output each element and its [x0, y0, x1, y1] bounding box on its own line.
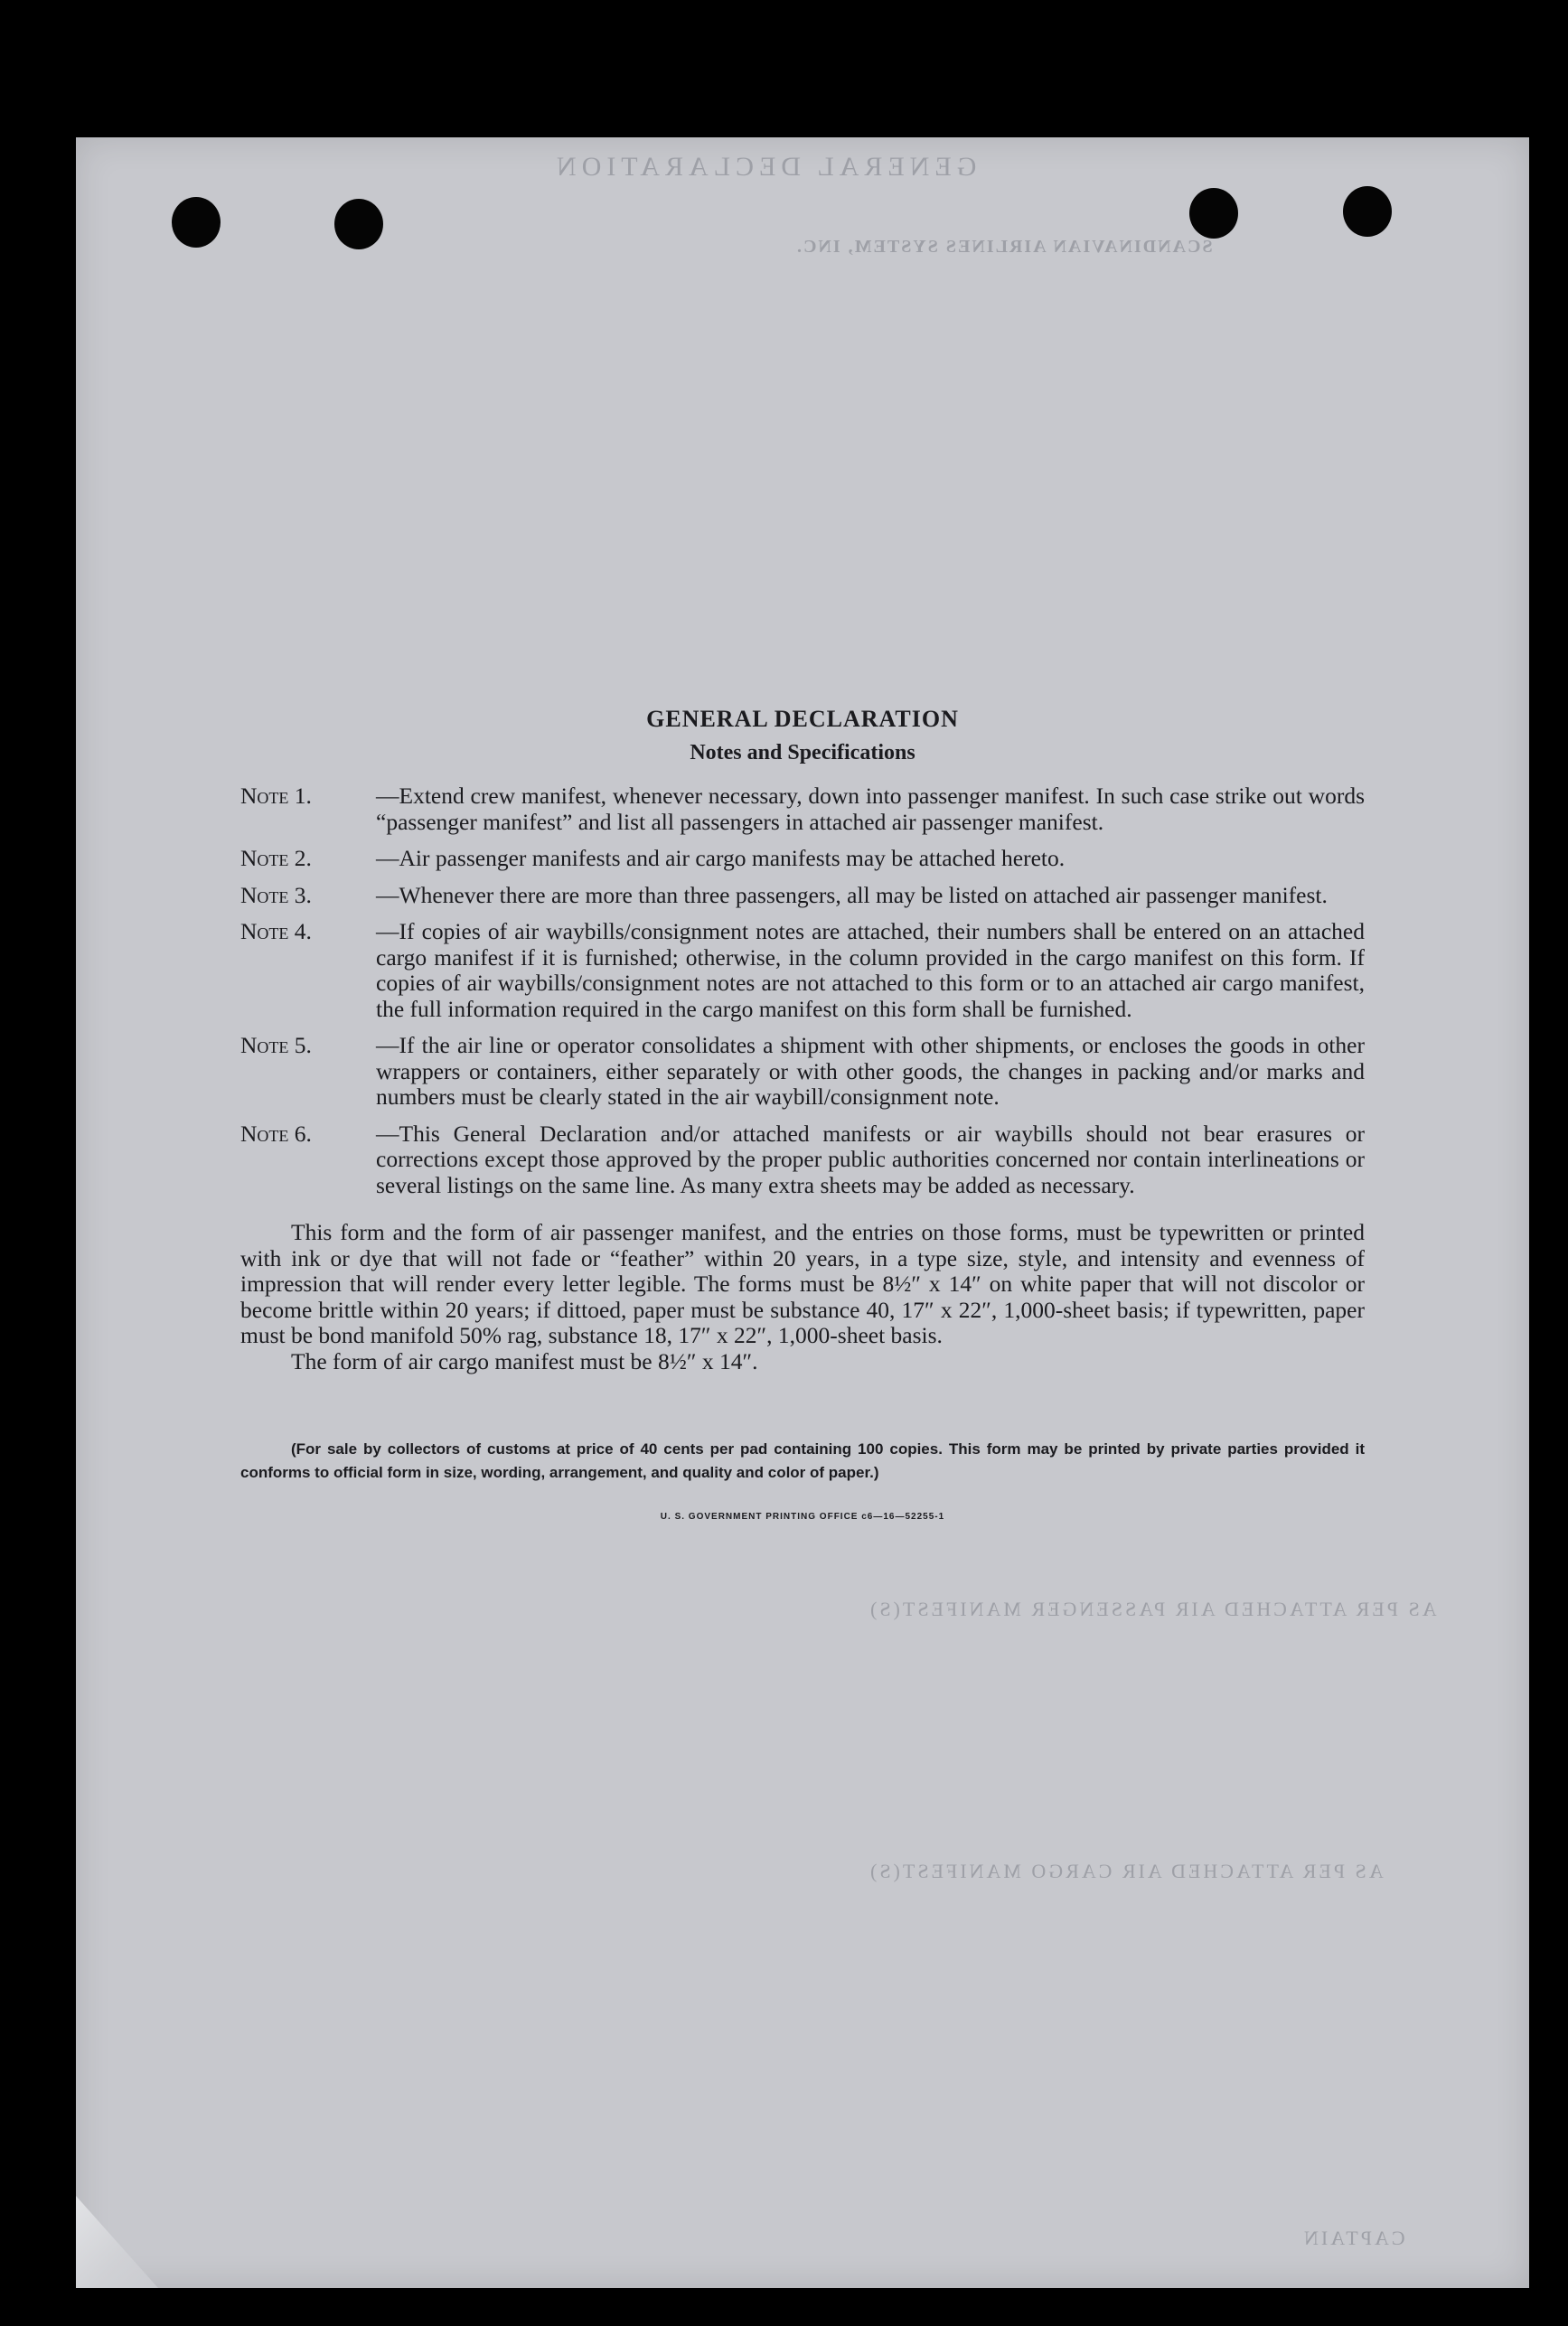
note-5 [240, 1033, 1365, 1111]
note-label: Note 3. [240, 881, 312, 908]
notes-section [240, 707, 1365, 1531]
cargo-manifest-size-paragraph: The form of air cargo manifest must be 8½″ x 14″. [291, 1347, 758, 1374]
punch-hole-2 [334, 199, 383, 249]
note-1 [240, 783, 1365, 835]
show-through-cargo-manifest: AS PER ATTACHED AIR CARGO MANIFEST(S) [868, 1860, 1384, 1882]
show-through-header: GENERAL DECLARATION [551, 152, 977, 182]
note-3 [240, 883, 1365, 909]
document-title: GENERAL DECLARATION [646, 706, 959, 732]
punch-hole-3 [1189, 188, 1238, 239]
note-label: Note 2. [240, 845, 312, 871]
note-label: Note 6. [240, 1120, 312, 1147]
note-text: —This General Declaration and/or attached manifests or air waybills should not bear erasures or corrections except those approved by the proper public authorities concerned nor contain interlineations or several listings on the same line. As many extra sheets may be added as necessary. [376, 1120, 1365, 1198]
show-through-captain: CAPTAIN [1301, 2227, 1405, 2249]
show-through-airline: SCANDINAVIAN AIRLINES SYSTEM, INC. [795, 237, 1213, 257]
document-subtitle: Notes and Specifications [690, 740, 915, 764]
note-text: —If the air line or operator consolidates a shipment with other shipments, or encloses the goods in other wrappers or containers, either separately or with other goods, the changes in packing and/or marks and numbers must be clearly stated in the air waybill/consignment note. [376, 1032, 1365, 1110]
punch-hole-1 [172, 197, 221, 248]
note-4 [240, 919, 1365, 1022]
show-through-passenger-manifest: AS PER ATTACHED AIR PASSENGER MANIFEST(S) [868, 1598, 1437, 1620]
note-text: —Air passenger manifests and air cargo manifests may be attached hereto. [376, 845, 1066, 871]
sale-note: (For sale by collectors of customs at price of 40 cents per pad containing 100 copies. This form may be printed by private parties provided it conforms to official form in size, wording, arrangement, and quality and color of paper.) [240, 1440, 1365, 1481]
note-label: Note 5. [240, 1032, 312, 1058]
note-label: Note 1. [240, 783, 312, 809]
note-text: —If copies of air waybills/consignment notes are attached, their numbers shall be entered on an attached cargo manifest if it is furnished; otherwise, in the column provided in the cargo manifest on this form. If copies of air waybills/consignment notes are not attached to this form or to an attached air cargo manifest, the full information required in the cargo manifest on this form shall be furnished. [376, 918, 1365, 1022]
note-2 [240, 846, 1365, 872]
note-text: —Extend crew manifest, whenever necessary, down into passenger manifest. In such case strike out words “passenger manifest” and list all passengers in attached air passenger manifest. [376, 783, 1365, 835]
punch-hole-4 [1343, 186, 1392, 237]
form-specification-paragraph: This form and the form of air passenger manifest, and the entries on those forms, must be typewritten or printed with ink or dye that will not fade or “feather” within 20 years, in a type size, style, and intensity and evenness of impression that will render every letter legible. The forms must be 8½″ x 14″ on white paper that will not discolor or become brittle within 20 years; if dittoed, paper must be substance 40, 17″ x 22″, 1,000-sheet basis; if typewritten, paper must be bond manifold 50% rag, substance 18, 17″ x 22″, 1,000-sheet basis. [240, 1219, 1365, 1348]
note-text: —Whenever there are more than three passengers, all may be listed on attached air passenger manifest. [376, 881, 1328, 908]
printer-imprint: U. S. GOVERNMENT PRINTING OFFICE c6—16—52255-1 [660, 1512, 945, 1522]
note-6 [240, 1121, 1365, 1199]
note-label: Note 4. [240, 918, 312, 944]
